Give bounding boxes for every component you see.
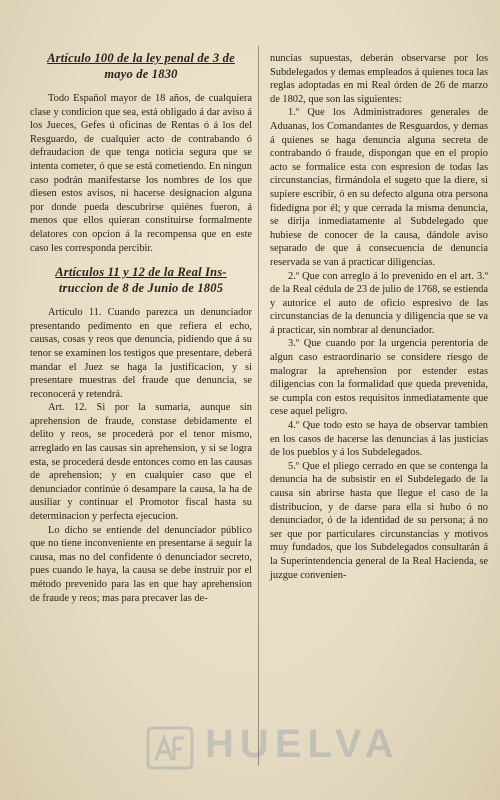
rule-2-paragraph: 2.º Que con arreglo á lo prevenido en el art. 3.º de la Real cédula de 23 de julio de 1768, se estienda y autorice el auto de oficio espresivo de las circunstancias de la denuncia y diligencia que se va á practicar, sin nombrar al denunciador.	[270, 270, 488, 336]
section1-title-line2: mayo de 1830	[104, 67, 178, 81]
right-column	[270, 52, 488, 582]
left-column	[30, 50, 252, 605]
section2-heading	[30, 264, 252, 296]
section2-title-line1: Artículos 11 y 12 de la Real Ins-	[55, 265, 227, 280]
section1-paragraph: Todo Español mayor de 18 años, de cualquiera clase y condicion que sea, está obligado á dar aviso á los Jueces, Gefes ú oficinas de Rentas ó á los del Resguardo, de cualquier acto de contrabando ó defraudacion de que tenga noticia segura que se intenta cometer, ó que se está cometiendo. En ningun caso podrán manifestarse los nombres de los que diesen estos avisos, ni hacerse designacion alguna por donde pueda descubrirse quiénes fueron, á menos que ellos quieran constituirse formalmente delatores con opcion á la recompensa que en este caso les corresponda percibir.	[30, 93, 252, 254]
column-divider	[258, 46, 259, 766]
section1-heading	[30, 50, 252, 82]
article-11-paragraph: Artículo 11. Cuando parezca un denunciador presentando pedimento en que refiera el echo, causas, cosas y reos que denuncia, pidiendo que á su tenor se examinen los testigos que presentare, deberá mandar el Juez se haga la justificacion, y si presentare muestras del fraude que denuncia, se reconocerá y retendrá.	[30, 307, 252, 400]
rule-1-paragraph: 1.º Que los Administradores generales de Aduanas, los Comandantes de Resguardos, y demas á quienes se haga denuncia alguna secreta de contrabando ó fraude, dispongan que en el propio acto se formalice esta con espresion de todas las circunstancias, firmándola el sugeto que la diere, si supiere escribir, ó en su defecto alguna otra persona fidedigna por él; y que cerrada la misma denuncia, se dirija inmediatamente al Subdelegado que hubiese de conocer de la causa, dándole aviso separado de que á consecuencia de denuncia reservada se van á practicar diligencias.	[270, 107, 488, 268]
watermark-text: HUELVA	[205, 722, 400, 766]
section2-title-line2: truccion de 8 de Junio de 1805	[58, 281, 224, 296]
denunciador-paragraph: Lo dicho se entiende del denunciador público que no tiene inconveniente en presentarse á seguir la causa, mas no del confidente ó denunciador secreto, pues cuando le haya, la causa se debe instruir por el método prevenido para las en que hay aprehension de fraude y reos; mas para precaver las de-	[30, 524, 252, 604]
section1-title-line1: Artículo 100 de la ley penal de 3 de	[47, 51, 235, 65]
rule-4-paragraph: 4.º Que todo esto se haya de observar tambien en los casos de hacerse las denuncias á las justicias de los pueblos y á los Subdelegados.	[270, 420, 488, 459]
rule-3-paragraph: 3.º Que cuando por la urgencia perentoria de algun caso estraordinario se considere riesgo de malograr la aprehension por estender estas diligencias con la formalidad que queda prevenida, se cumpla con estos requisitos inmediatamente que cese aquel peligro.	[270, 338, 488, 418]
archive-logo-icon	[140, 718, 200, 778]
rule-5-paragraph: 5.º Que el pliego cerrado en que se contenga la denuncia ha de subsistir en el Subdelegado de la causa sin abrirse hasta que llegue el caso de la distribucion, y de darse para ella si hubo ó no denunciador, ó de la identidad de su persona; á no ser que por particulares circunstancias y motivos muy fundados, que los Subdelegados consultarán á la Superintendencia general de la Real Hacienda, se juzgue convenien-	[270, 460, 488, 581]
continuation-paragraph: nuncias supuestas, deberán observarse por los Subdelegados y demas empleados á quienes toca las reglas adoptadas en mi Real órden de 26 de marzo de 1802, que son las siguientes:	[270, 53, 488, 105]
article-12-paragraph: Art. 12. Si por la sumaria, aunque sin aprehension de fraude, constase debidamente el delito y reos, se procederá por el tenor mismo, arreglado en las causas sin aprehension, y si se logra esta, se procederá desde entonces como en las causas de aprehension; y en cualquier caso que el denunciador continúe ó desampare la causa, la ha de ausiliar y continuar el Promotor fiscal hasta su determinacion y perfecta ejecucion.	[30, 402, 252, 523]
